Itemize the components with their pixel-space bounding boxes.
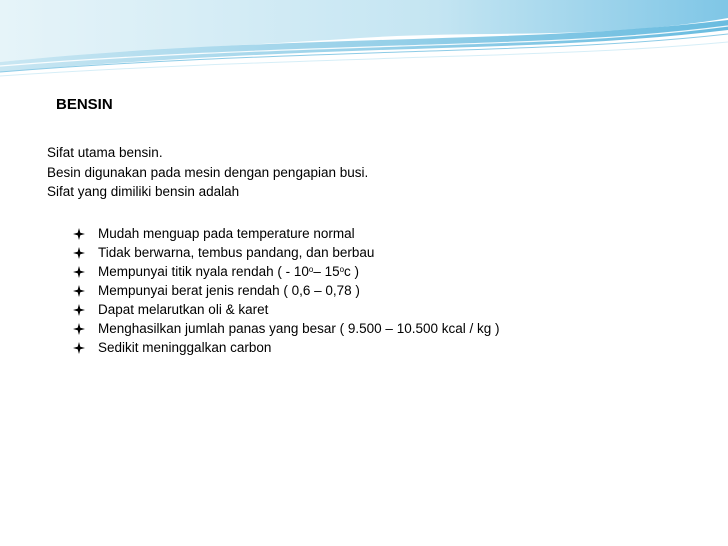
bullet-list [73, 224, 500, 357]
diamond-bullet-icon [73, 266, 85, 278]
diamond-bullet-icon [73, 247, 85, 259]
intro-line: Sifat yang dimiliki bensin adalah [47, 184, 240, 199]
bullet-item [73, 338, 500, 357]
bullet-item [73, 319, 500, 338]
degree-superscript: o [308, 265, 314, 274]
bullet-item [73, 281, 500, 300]
bullet-text-part: c ) [344, 264, 360, 279]
bullet-item [73, 300, 500, 319]
diamond-bullet-icon [73, 285, 85, 297]
diamond-bullet-icon [73, 304, 85, 316]
bullet-item [73, 262, 500, 281]
bullet-text-part: – 15 [313, 264, 340, 279]
intro-line: Besin digunakan pada mesin dengan pengapian busi. [47, 164, 369, 180]
bullet-text: Tidak berwarna, tembus pandang, dan berbau [98, 245, 375, 260]
diamond-bullet-icon [73, 342, 85, 354]
bullet-text: Sedikit meninggalkan carbon [98, 340, 272, 355]
diamond-bullet-icon [73, 228, 85, 240]
bullet-text: Mempunyai berat jenis rendah ( 0,6 – 0,78 ) [98, 283, 360, 298]
bullet-text: Dapat melarutkan oli & karet [98, 302, 269, 317]
header-wave-decoration [0, 0, 728, 80]
intro-line: Sifat utama bensin. [47, 145, 163, 160]
degree-superscript: o [339, 265, 345, 274]
bullet-text [98, 262, 359, 281]
bullet-text: Mudah menguap pada temperature normal [98, 226, 355, 241]
bullet-item [73, 243, 500, 262]
bullet-text: Menghasilkan jumlah panas yang besar ( 9.500 – 10.500 kcal / kg ) [98, 321, 500, 336]
bullet-text-part: Mempunyai titik nyala rendah ( - 10 [98, 264, 309, 279]
diamond-bullet-icon [73, 323, 85, 335]
intro-text [47, 143, 368, 202]
slide-title: BENSIN [56, 96, 113, 113]
bullet-item [73, 224, 500, 243]
